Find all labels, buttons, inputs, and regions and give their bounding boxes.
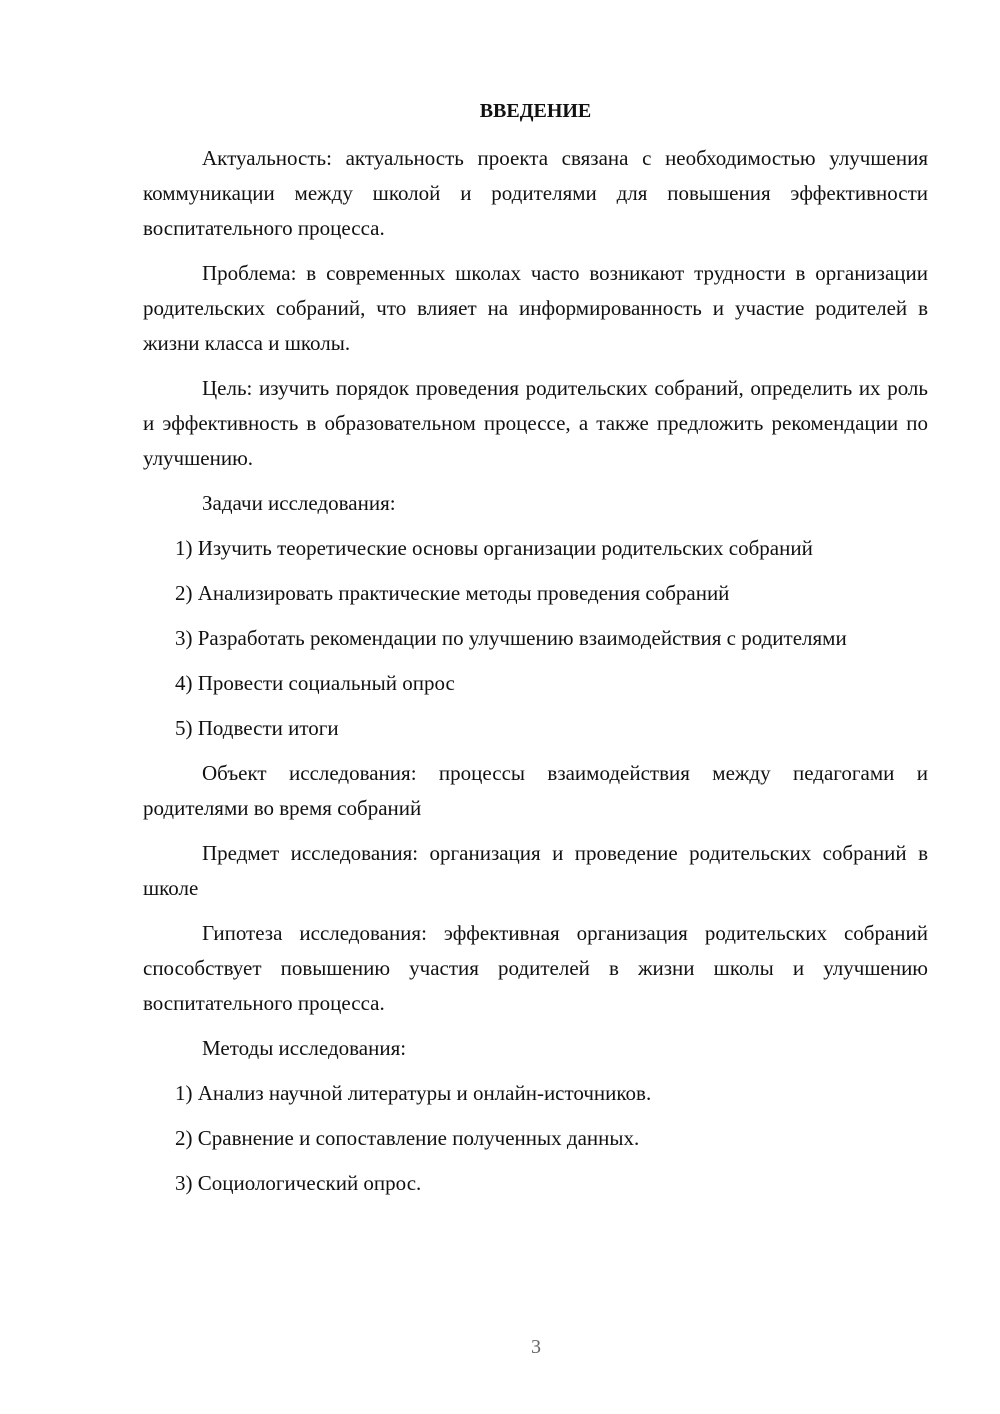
page-number: 3 [531, 1336, 541, 1358]
method-item: 2) Сравнение и сопоставление полученных данных. [175, 1126, 640, 1150]
task-item: 3) Разработать рекомендации по улучшению взаимодействия с родителями [175, 626, 847, 650]
method-item: 3) Социологический опрос. [175, 1171, 422, 1195]
problem-paragraph: Проблема: в современных школах часто возникают трудности в организации родительских собраний, что влияет на информированность и участие родителей в жизни класса и школы. [143, 261, 928, 355]
section-heading: ВВЕДЕНИЕ [479, 100, 592, 122]
hypothesis-paragraph: Гипотеза исследования: эффективная организация родительских собраний способствует повышению участия родителей в жизни школы и улучшению воспитательного процесса. [143, 921, 928, 1015]
relevance-paragraph: Актуальность: актуальность проекта связана с необходимостью улучшения коммуникации между школой и родителями для повышения эффективности воспитательного процесса. [143, 146, 928, 240]
task-item: 4) Провести социальный опрос [175, 671, 455, 695]
subject-paragraph: Предмет исследования: организация и проведение родительских собраний в школе [143, 841, 928, 900]
task-item: 5) Подвести итоги [175, 716, 339, 740]
document-page [143, 96, 928, 1211]
methods-heading: Методы исследования: [202, 1036, 407, 1060]
task-item: 2) Анализировать практические методы проведения собраний [175, 581, 730, 605]
task-item: 1) Изучить теоретические основы организации родительских собраний [175, 536, 813, 560]
goal-paragraph: Цель: изучить порядок проведения родительских собраний, определить их роль и эффективность в образовательном процессе, а также предложить рекомендации по улучшению. [143, 376, 928, 470]
tasks-heading: Задачи исследования: [202, 491, 396, 515]
object-paragraph: Объект исследования: процессы взаимодействия между педагогами и родителями во время собраний [143, 761, 928, 820]
method-item: 1) Анализ научной литературы и онлайн-источников. [175, 1081, 652, 1105]
